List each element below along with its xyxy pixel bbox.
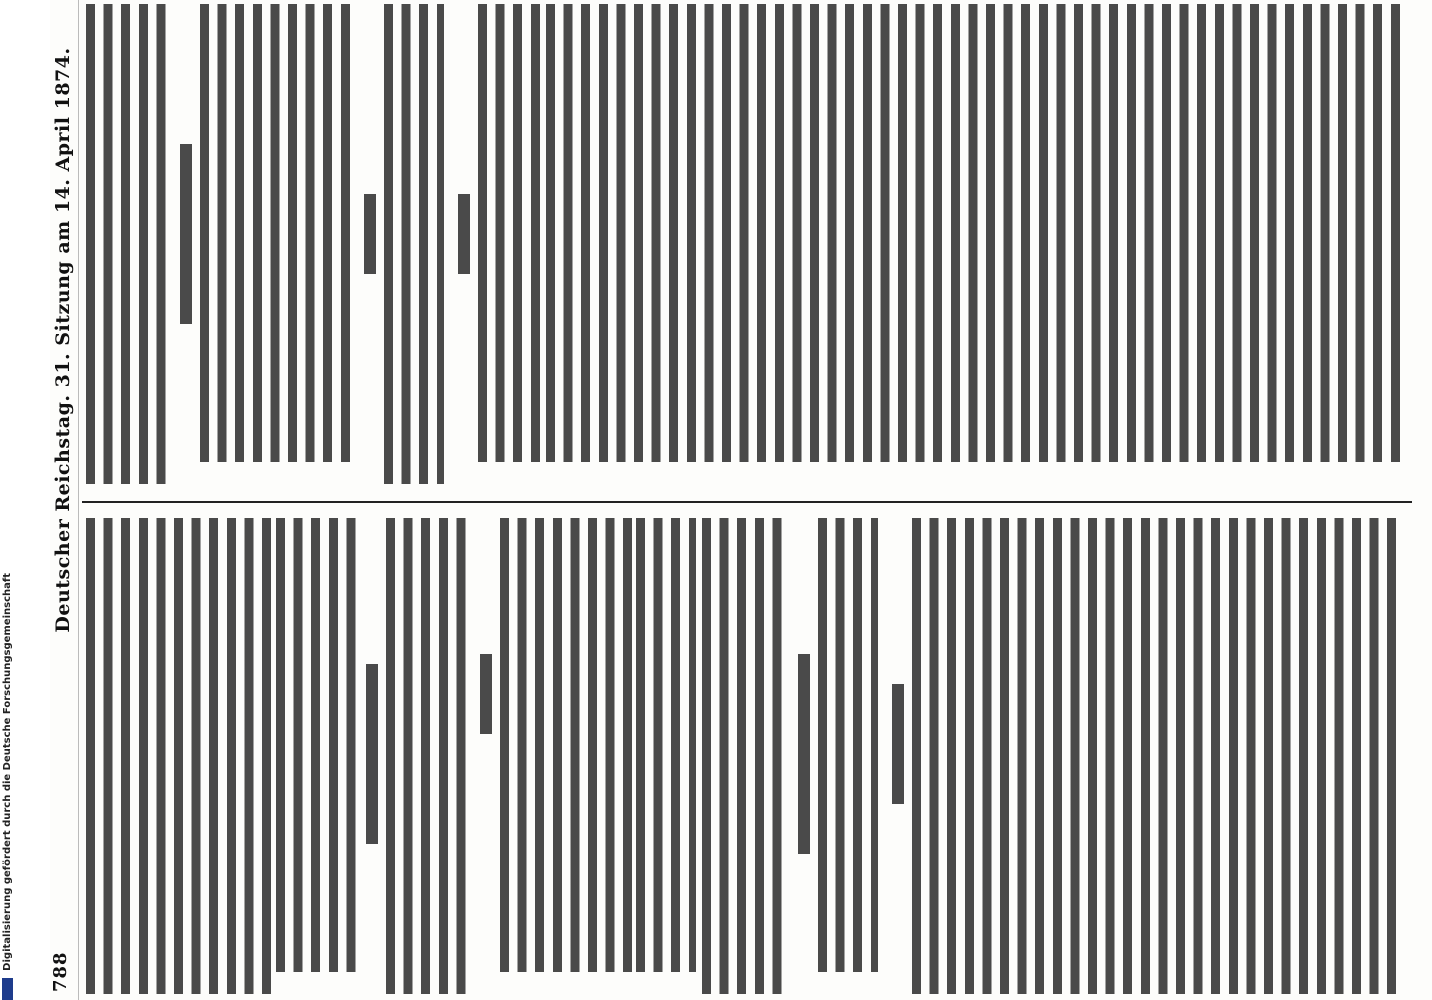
- text-block: [912, 518, 1404, 994]
- credit-text: Digitalisierung gefördert durch die Deutsche Forschungsgemeinschaft: [2, 572, 13, 971]
- text-block: [478, 4, 540, 462]
- running-head: Deutscher Reichstag. 31. Sitzung am 14. April 1874.: [52, 47, 74, 633]
- dfg-logo-icon: [2, 978, 13, 1000]
- text-block: [818, 518, 878, 972]
- page-number: 788: [50, 951, 71, 992]
- left-column: [86, 518, 1404, 994]
- text-block: [386, 518, 466, 994]
- interjection-mark: [480, 654, 492, 734]
- interjection-mark: [798, 654, 810, 854]
- text-block: [200, 4, 350, 462]
- text-block: [500, 518, 632, 972]
- text-block: [86, 518, 272, 994]
- interjection-mark: [366, 664, 378, 844]
- text-block: [86, 4, 166, 484]
- digitization-credit: [2, 0, 16, 1000]
- interjection-mark: [458, 194, 470, 274]
- text-block: [636, 518, 696, 972]
- scanned-page: [50, 0, 1432, 1000]
- interjection-mark: [180, 144, 192, 324]
- column-divider: [82, 501, 1412, 503]
- interjection-mark: [364, 194, 376, 274]
- interjection-mark: [892, 684, 904, 804]
- text-block: [546, 4, 1404, 462]
- text-block: [276, 518, 356, 972]
- text-block: [384, 4, 444, 484]
- text-block: [702, 518, 782, 994]
- header-rule: [78, 0, 79, 1000]
- right-column: [86, 4, 1404, 484]
